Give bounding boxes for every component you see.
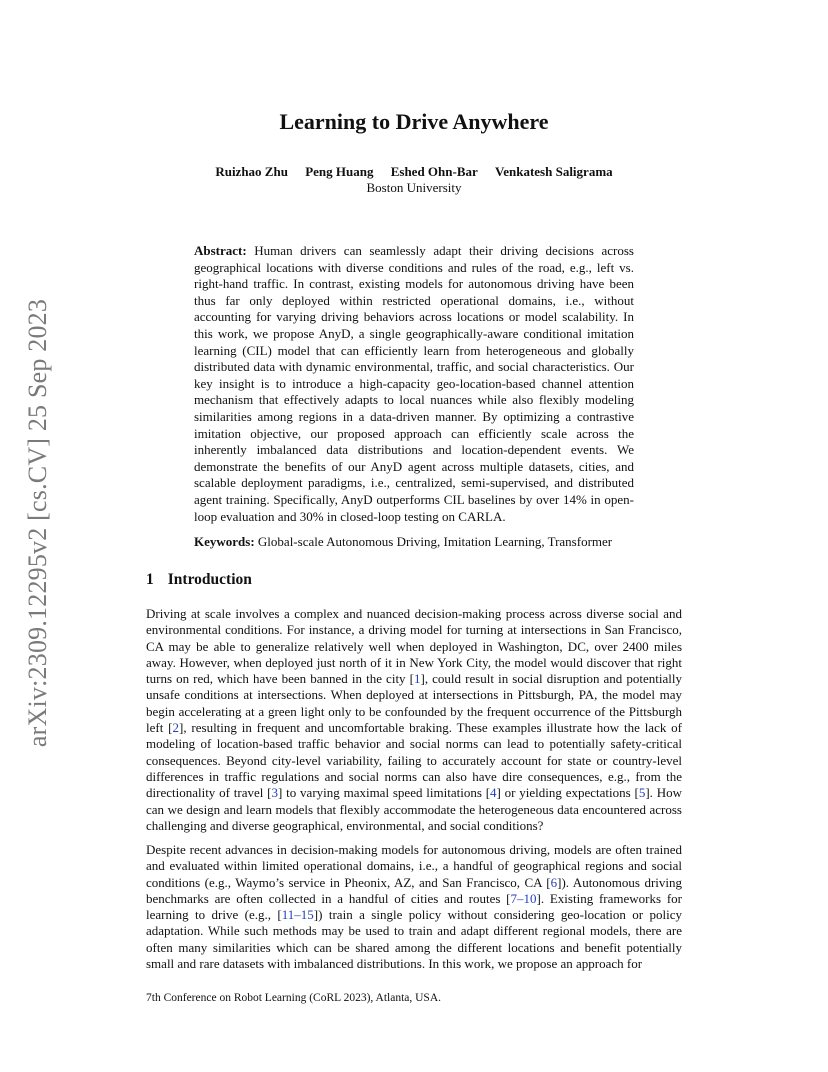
citation-link[interactable]: 1 <box>413 671 421 687</box>
citation-link[interactable]: 11–15 <box>281 907 314 923</box>
paper-title: Learning to Drive Anywhere <box>279 109 549 134</box>
paragraph-text: ]. How can we design and learn models that flexibly accommodate the heterogeneous data encountered across challenging and diverse geographical, environmental, and social conditions? <box>146 785 683 833</box>
paragraph-text: ]. Existing frameworks for learning to drive (e.g., [ <box>146 890 682 923</box>
intro-paragraph-2 <box>146 842 682 972</box>
author-name: Peng Huang <box>305 164 374 179</box>
section-title: Introduction <box>167 571 252 588</box>
author-name: Eshed Ohn-Bar <box>390 164 478 179</box>
keywords-text: Global-scale Autonomous Driving, Imitation Learning, Transformer <box>257 534 613 549</box>
section-number: 1 <box>146 571 154 588</box>
paragraph-text: ]). Autonomous driving benchmarks are often collected in a handful of cities and routes [ <box>146 874 682 906</box>
paragraph-text: ], resulting in frequent and uncomfortable braking. These examples illustrate how the lack of modeling of location-based traffic behavior and social norms can lead to potentially safety-critical consequences. Beyond city-level variability, failing to accurately account for state or country-level differences in traffic regulations and social norms can also have dire consequences, e.g., from the directionality of travel [ <box>146 720 683 801</box>
paragraph-text: ] or yielding expectations [ <box>496 785 639 801</box>
paragraph-text: Driving at scale involves a complex and nuanced decision-making process across diverse social and environmental conditions. For instance, a driving model for turning at intersections in San Francisco, CA may be able to generalize relatively well when deployed in Washington, DC, over 2400 miles away. However, when deployed just north of it in New York City, the model would discover that right turns on red, which have been banned in the city [ <box>146 606 682 687</box>
author-name: Ruizhao Zhu <box>215 164 288 179</box>
citation-link[interactable]: 4 <box>490 785 497 801</box>
citation-link[interactable]: 6 <box>550 874 558 890</box>
abstract-text: Human drivers can seamlessly adapt their driving decisions across geographical locations with diverse conditions and rules of the road, e.g., left vs. right-hand traffic. In contrast, existing models for autonomous driving have been thus far only deployed within restricted operational domains, i.e., without accounting for varying driving behaviors across locations or model scalability. In this work, we propose AnyD, a single geographically-aware conditional imitation learning (CIL) model that can efficiently learn from heterogeneous and globally distributed data with dynamic environmental, traffic, and social characteristics. Our key insight is to introduce a high-capacity geo-location-based channel attention mechanism that effectively adapts to local nuances while also flexibly modeling similarities among regions in a data-driven manner. By optimizing a contrastive imitation objective, our proposed approach can efficiently scale across the inherently imbalanced data distributions and location-dependent events. We demonstrate the benefits of our AnyD agent across multiple datasets, cities, and scalable deployment paradigms, i.e., centralized, semi-supervised, and distributed agent training. Specifically, AnyD outperforms CIL baselines by over 14% in open-loop evaluation and 30% in closed-loop testing on CARLA. <box>194 243 634 524</box>
paragraph-text: ]) train a single policy without considering geo-location or policy adaptation. While such methods may be used to train and adapt different regional models, there are often many similarities which can be shared among the different locations and benefit potentially small and rare datasets with imbalanced distributions. In this work, we propose an approach for <box>146 907 682 972</box>
intro-paragraph-1 <box>146 606 682 834</box>
abstract-label: Abstract: <box>194 243 247 258</box>
keywords <box>194 534 634 550</box>
citation-link[interactable]: 2 <box>172 720 179 736</box>
citation-link[interactable]: 3 <box>271 785 278 801</box>
paragraph-text: ], could result in social disruption and potentially unsafe conditions at intersections. When deployed at intersections in Pittsburgh, PA, the model may begin accelerating at a green light only to be confounded by the frequent occurrence of the Pittsburgh left [ <box>146 671 682 736</box>
author-list <box>0 164 828 180</box>
section-heading <box>146 571 252 589</box>
citation-link[interactable]: 7–10 <box>510 890 537 906</box>
keywords-label: Keywords: <box>194 534 255 549</box>
arxiv-identifier: arXiv:2309.12295v2 [cs.CV] 25 Sep 2023 <box>23 298 52 748</box>
author-name: Venkatesh Saligrama <box>495 164 613 179</box>
arxiv-side-stamp <box>22 288 54 758</box>
citation-link[interactable]: 5 <box>638 785 646 801</box>
author-affiliation: Boston University <box>366 180 462 195</box>
paragraph-text: ] to varying maximal speed limitations [ <box>278 785 491 801</box>
abstract <box>194 243 634 525</box>
paragraph-text: Despite recent advances in decision-making models for autonomous driving, models are often trained and evaluated within limited operational domains, i.e., a handful of geographical regions and social conditions (e.g., Waymo’s service in Pheonix, AZ, and San Francisco, CA [ <box>146 842 682 890</box>
conference-footnote: 7th Conference on Robot Learning (CoRL 2023), Atlanta, USA. <box>146 992 442 1004</box>
